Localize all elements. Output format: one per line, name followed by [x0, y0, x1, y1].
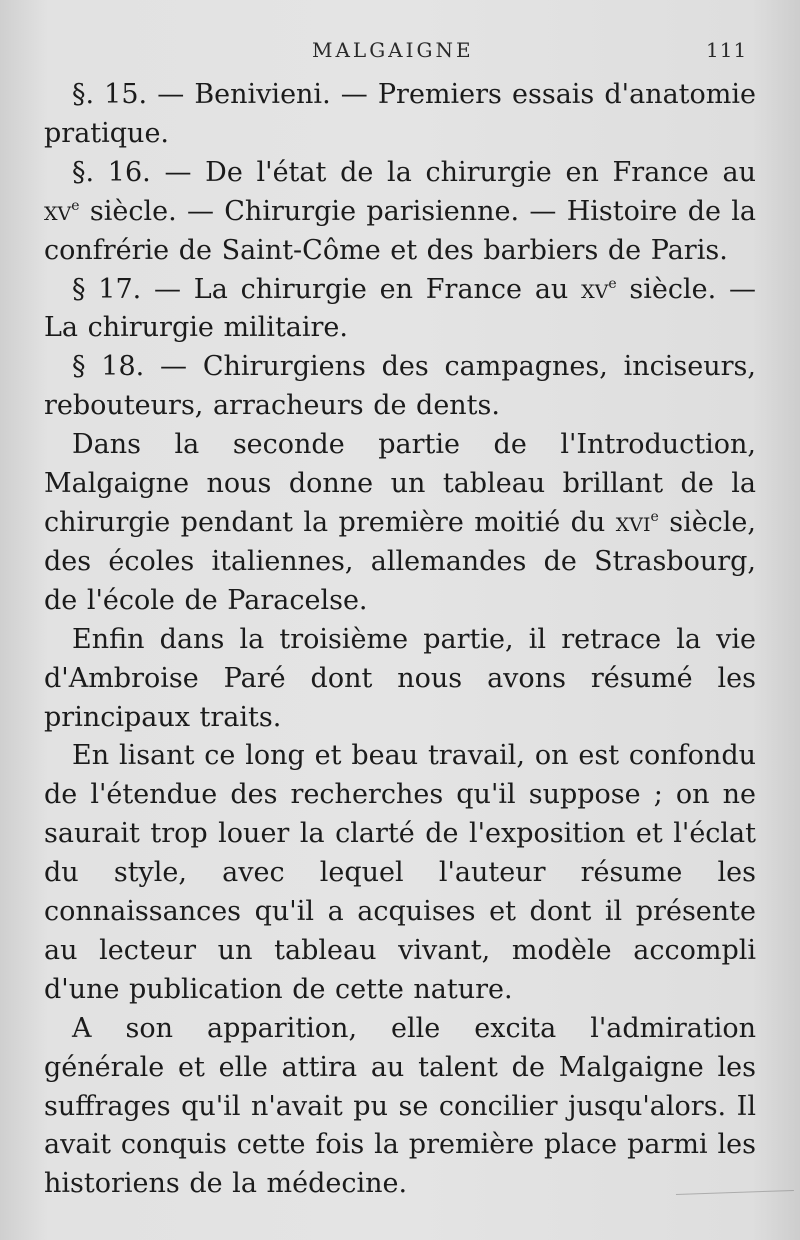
paragraph: [44, 76, 756, 154]
small-caps-text: xvi: [615, 506, 651, 538]
paragraph: [44, 154, 756, 271]
text-run: Dans la seconde partie de l'Introduction, Malgaigne nous donne un tableau brillant de la chirurgie pendant la première moitié du: [44, 429, 756, 538]
text-run: siècle, des écoles italiennes, allemandes de Strasbourg, de l'école de Paracelse.: [44, 506, 756, 616]
paragraph: [44, 1010, 756, 1205]
small-caps-text: xv: [44, 195, 72, 227]
running-head: [0, 38, 800, 68]
text-run: §. 15. — Benivieni. — Premiers essais d'anatomie pratique.: [44, 79, 756, 149]
paragraph: [44, 737, 756, 1009]
paragraph: [44, 621, 756, 738]
text-run: En lisant ce long et beau travail, on est confondu de l'étendue des recherches qu'il suppose ; on ne saurait trop louer la clarté de l'exposition et l'éclat du style, avec lequel l'auteur résume les connaissances qu'il a acquises et dont il présente au lecteur un tableau vivant, modèle accompli d'une publication de cette nature.: [44, 740, 756, 1005]
text-run: Enfin dans la troisième partie, il retrace la vie d'Ambroise Paré dont nous avons résumé les principaux traits.: [44, 623, 756, 733]
small-caps-text: xv: [581, 273, 609, 305]
page-number: 111: [706, 38, 748, 62]
superscript: e: [71, 197, 80, 214]
text-run: § 18. — Chirurgiens des campagnes, inciseurs, rebouteurs, arracheurs de dents.: [44, 351, 756, 422]
text-run: §. 16. — De l'état de la chirurgie en France au: [72, 156, 756, 188]
running-title: MALGAIGNE: [312, 38, 474, 62]
superscript: e: [608, 275, 617, 292]
paragraph: [44, 271, 756, 349]
superscript: e: [650, 508, 659, 525]
paragraph: [44, 348, 756, 426]
text-run: A son apparition, elle excita l'admiration générale et elle attira au talent de Malgaigne les suffrages qu'il n'avait pu se concilier jusqu'alors. Il avait conquis cette fois la première place parmi les historiens de la médecine.: [44, 1012, 756, 1200]
body-text: [44, 76, 756, 1204]
text-run: siècle. — Chirurgie parisienne. — Histoire de la confrérie de Saint-Côme et des barbiers de Paris.: [44, 195, 756, 266]
paragraph: [44, 426, 756, 621]
text-run: § 17. — La chirurgie en France au: [72, 273, 582, 305]
text-run: siècle. — La chirurgie militaire.: [44, 273, 757, 344]
